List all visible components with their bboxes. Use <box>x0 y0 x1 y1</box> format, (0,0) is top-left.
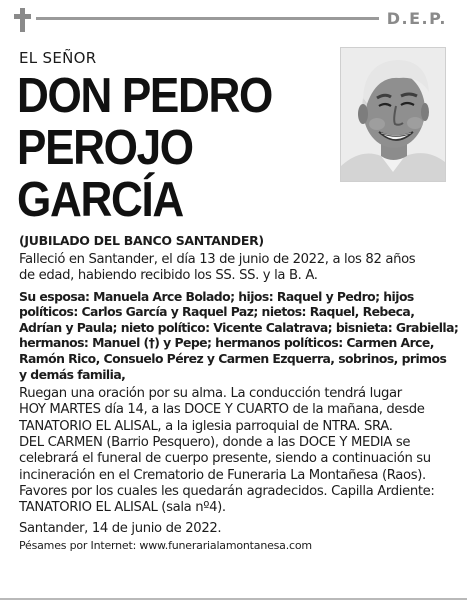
death-notice-line: Falleció en Santander, el día 13 de junio de 2022, a los 82 años <box>19 252 416 267</box>
honorific: EL SEÑOR <box>19 49 97 67</box>
occupation-note: (JUBILADO DEL BANCO SANTANDER) <box>19 233 264 248</box>
cross-icon <box>14 8 31 32</box>
service-line: DEL CARMEN (Barrio Pesquero), donde a las DOCE Y MEDIA se <box>19 435 411 451</box>
family-list <box>19 288 459 383</box>
death-notice <box>19 252 448 285</box>
service-line: Favores por los cuales les quedarán agradecidos. Capilla Ardiente: <box>19 483 435 499</box>
service-line: celebrará el funeral de cuerpo presente, siendo a continuación su <box>19 451 431 467</box>
condolences-link-text: Pésames por Internet: www.funerarialamontanesa.com <box>19 538 312 552</box>
service-details <box>19 386 448 516</box>
family-line: hermanos: Manuel (†) y Pepe; hermanos políticos: Carmen Arce, <box>19 335 434 351</box>
family-line: Su esposa: Manuela Arce Bolado; hijos: Raquel y Pedro; hijos <box>19 288 414 304</box>
name-line-2: PEROJO <box>17 121 193 175</box>
header-divider <box>36 17 379 20</box>
family-line: Adrían y Paula; nieto político: Vicente Calatrava; bisnieta: Grabiella; <box>19 319 459 335</box>
service-line: TANATORIO EL ALISAL (sala nº4). <box>19 500 226 516</box>
service-line: TANATORIO EL ALISAL, a la iglesia parroquial de NTRA. SRA. <box>19 418 393 434</box>
service-line: incineración en el Crematorio de Funeraria La Montañesa (Raos). <box>19 467 426 483</box>
service-line: HOY MARTES día 14, a las DOCE Y CUARTO de la mañana, desde <box>19 402 425 418</box>
obituary-body <box>19 233 459 553</box>
deceased-photo <box>340 47 446 182</box>
family-line: Ramón Rico, Consuelo Pérez y Carmen Ezquerra, sobrinos, primos <box>19 350 447 366</box>
dep-label: D.E.P. <box>386 9 447 28</box>
service-line: Ruegan una oración por su alma. La conducción tendrá lugar <box>19 386 402 402</box>
death-notice-line: de edad, habiendo recibido los SS. SS. y la B. A. <box>19 268 318 284</box>
family-line: políticos: Carlos García y Raquel Paz; nietos: Raquel, Rebeca, <box>19 304 415 320</box>
family-line: y demás familia, <box>19 366 126 382</box>
place-and-date: Santander, 14 de junio de 2022. <box>19 520 222 536</box>
portrait-image <box>341 48 445 181</box>
name-line-1: DON PEDRO <box>17 69 272 123</box>
deceased-name <box>17 70 272 226</box>
name-line-3: GARCÍA <box>17 173 183 227</box>
